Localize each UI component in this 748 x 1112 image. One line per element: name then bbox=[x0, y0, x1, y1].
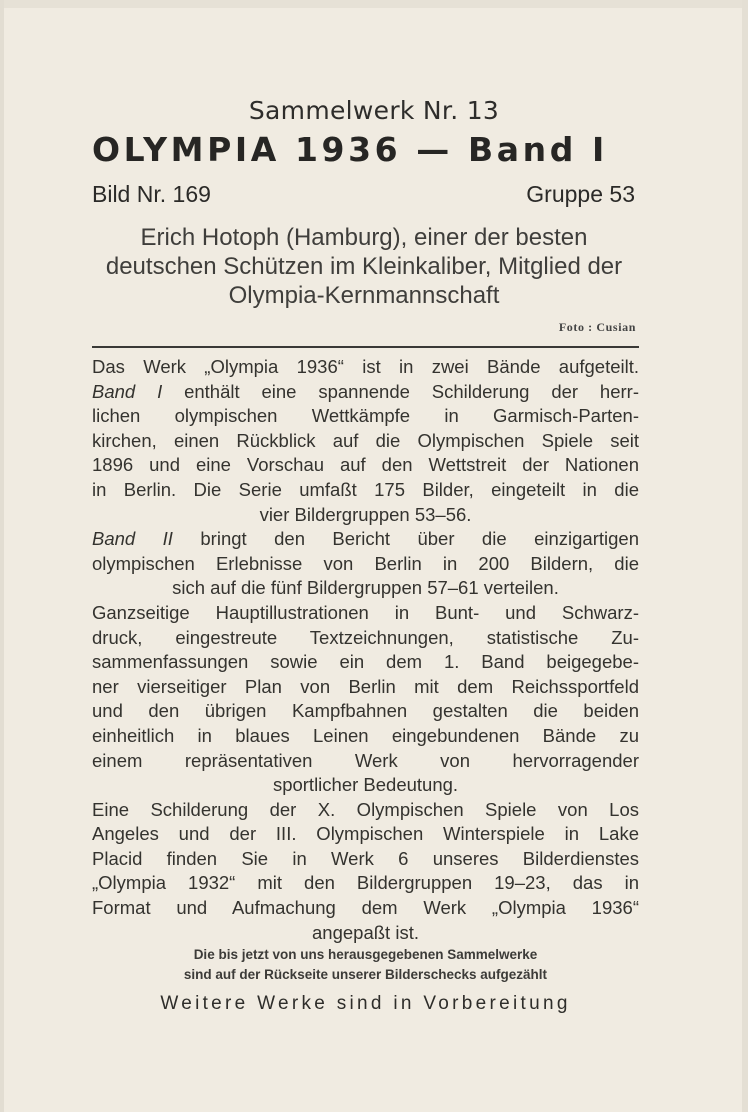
body-line bbox=[92, 773, 639, 798]
body-line-text: sich auf die fünf Bildergruppen 57–61 verteilen. bbox=[172, 577, 559, 599]
body-line bbox=[92, 847, 639, 872]
body-line-text: Eine Schilderung der X. Olympischen Spiele von Los bbox=[92, 798, 639, 820]
body-line bbox=[92, 404, 639, 429]
body-line bbox=[92, 552, 639, 577]
body-line bbox=[92, 896, 639, 921]
body-line bbox=[92, 798, 639, 823]
body-line bbox=[92, 380, 639, 405]
body-line-text: und den übrigen Kampfbahnen gestalten die beiden bbox=[92, 700, 639, 722]
info-note-line: sind auf der Rückseite unserer Bilderschecks aufgezählt bbox=[183, 967, 548, 982]
footer-announcement: Weitere Werke sind in Vorbereitung bbox=[160, 993, 571, 1014]
volume-label: Band II bbox=[92, 528, 173, 550]
photo-caption: Erich Hotoph (Hamburg), einer der besten deutschen Schützen im Kleinkaliber, Mitglied der Olympia-Kernmannschaft bbox=[105, 224, 623, 309]
body-line-text: angepaßt ist. bbox=[312, 921, 419, 943]
body-line-text: Placid finden Sie in Werk 6 unseres Bilderdienstes bbox=[92, 847, 639, 869]
bild-row bbox=[92, 181, 635, 208]
body-line bbox=[92, 871, 639, 896]
body-line bbox=[92, 921, 639, 946]
body-line bbox=[92, 675, 639, 700]
body-line bbox=[92, 601, 639, 626]
body-line-text: in Berlin. Die Serie umfaßt 175 Bilder, eingeteilt in die bbox=[92, 478, 639, 500]
card-edge-right bbox=[742, 0, 748, 1112]
body-line-text: kirchen, einen Rückblick auf die Olympischen Spiele seit bbox=[92, 429, 639, 451]
info-note bbox=[92, 945, 639, 985]
gruppe-number: Gruppe 53 bbox=[526, 181, 635, 207]
card-edge-top bbox=[0, 0, 748, 8]
body-line bbox=[92, 478, 639, 503]
body-line bbox=[92, 699, 639, 724]
volume-label: Band I bbox=[92, 380, 163, 402]
body-line-text: „Olympia 1932“ mit den Bildergruppen 19–23, das in bbox=[92, 872, 639, 894]
divider-rule bbox=[92, 346, 639, 348]
body-line-text: lichen olympischen Wettkämpfe in Garmisch-Parten- bbox=[92, 405, 639, 427]
body-line-text: einheitlich in blaues Leinen eingebundenen Bände zu bbox=[92, 724, 639, 746]
body-line bbox=[92, 626, 639, 651]
body-line bbox=[92, 749, 639, 774]
card-title: OLYMPIA 1936 — Band I bbox=[92, 130, 608, 169]
bild-number: Bild Nr. 169 bbox=[92, 181, 211, 207]
body-line bbox=[92, 576, 639, 601]
body-line bbox=[92, 822, 639, 847]
body-line bbox=[92, 724, 639, 749]
info-note-line: Die bis jetzt von uns herausgegebenen Sammelwerke bbox=[193, 947, 538, 962]
body-line-text: Angeles und der III. Olympischen Winterspiele in Lake bbox=[92, 823, 639, 845]
body-line-text: sammenfassungen sowie ein dem 1. Band beigegebe- bbox=[92, 651, 639, 673]
body-line-text: vier Bildergruppen 53–56. bbox=[259, 503, 472, 525]
card-edge-left bbox=[0, 0, 4, 1112]
body-line bbox=[92, 527, 639, 552]
body-line bbox=[92, 650, 639, 675]
body-line-text: 1896 und eine Vorschau auf den Wettstreit der Nationen bbox=[92, 454, 639, 476]
body-line bbox=[92, 503, 639, 528]
body-text bbox=[92, 355, 639, 945]
series-heading: Sammelwerk Nr. 13 bbox=[248, 96, 500, 125]
body-line-text: bringt den Bericht über die einzigartigen bbox=[172, 528, 639, 550]
body-line bbox=[92, 355, 639, 380]
body-line bbox=[92, 429, 639, 454]
body-line bbox=[92, 453, 639, 478]
body-line-text: Format und Aufmachung dem Werk „Olympia 1936“ bbox=[92, 897, 639, 919]
body-line-text: einem repräsentativen Werk von hervorragender bbox=[92, 749, 639, 771]
body-line-text: Ganzseitige Hauptillustrationen in Bunt- und Schwarz- bbox=[92, 601, 639, 623]
body-line-text: Das Werk „Olympia 1936“ ist in zwei Bände aufgeteilt. bbox=[92, 356, 639, 377]
body-line-text: enthält eine spannende Schilderung der herr- bbox=[162, 380, 639, 402]
body-line-text: olympischen Erlebnisse von Berlin in 200 Bildern, die bbox=[92, 552, 639, 574]
body-line-text: sportlicher Bedeutung. bbox=[272, 774, 459, 796]
body-line-text: druck, eingestreute Textzeichnungen, statistische Zu- bbox=[92, 626, 639, 648]
photo-credit: Foto : Cusian bbox=[558, 320, 636, 334]
body-line-text: ner vierseitiger Plan von Berlin mit dem Reichssportfeld bbox=[92, 675, 639, 697]
